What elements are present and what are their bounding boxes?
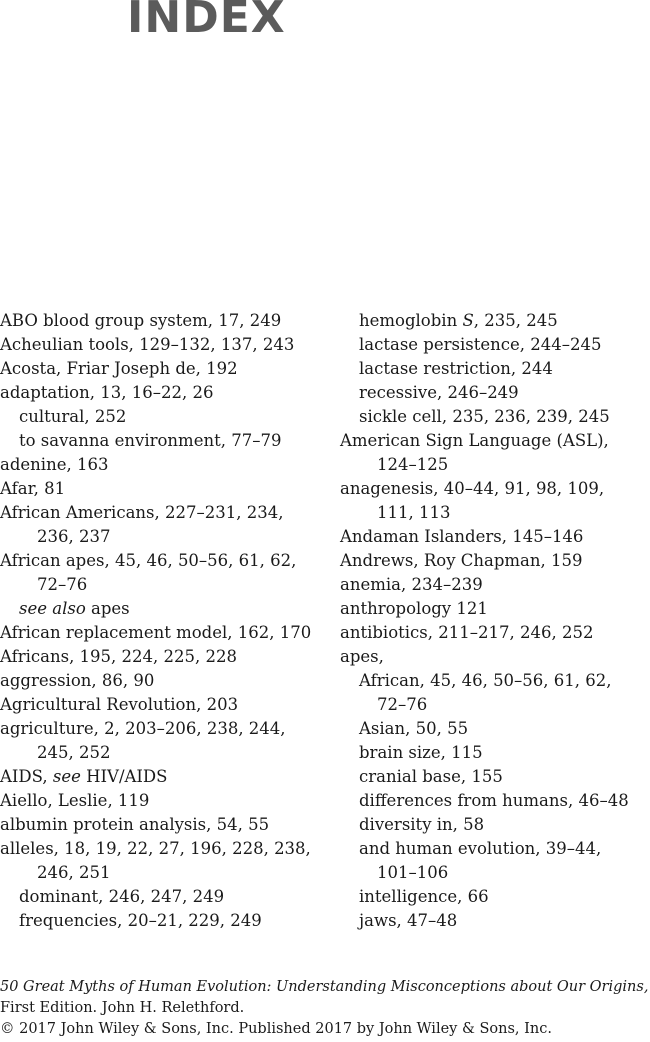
index-entry xyxy=(0,597,320,621)
entry-text: apes xyxy=(85,599,130,618)
entry-text: Andaman Islanders, 145–146 xyxy=(340,527,584,546)
entry-text: hemoglobin xyxy=(359,311,463,330)
entry-text: 246, 251 xyxy=(37,863,111,882)
index-entry xyxy=(0,357,320,381)
index-entry xyxy=(0,309,320,333)
entry-text: diversity in, 58 xyxy=(359,815,485,834)
entry-text: intelligence, 66 xyxy=(359,887,489,906)
entry-text: antibiotics, 211–217, 246, 252 xyxy=(340,623,594,642)
entry-text: frequencies, 20–21, 229, 249 xyxy=(19,911,262,930)
index-entry xyxy=(0,429,320,453)
footer-book-title: 50 Great Myths of Human Evolution: Understanding Misconceptions about Our Origins, xyxy=(0,979,649,995)
index-entry xyxy=(340,309,640,333)
entry-text: Africans, 195, 224, 225, 228 xyxy=(0,647,238,666)
index-column-left xyxy=(0,309,320,933)
index-entry xyxy=(0,621,320,645)
entry-text: apes, xyxy=(340,647,384,666)
entry-text: anthropology 121 xyxy=(340,599,488,618)
entry-text: Aiello, Leslie, 119 xyxy=(0,791,150,810)
index-entry xyxy=(340,717,640,741)
entry-text: adenine, 163 xyxy=(0,455,109,474)
entry-text-tail: , 235, 245 xyxy=(473,311,558,330)
entry-text: to savanna environment, 77–79 xyxy=(19,431,282,450)
index-entry xyxy=(340,789,640,813)
entry-text: albumin protein analysis, 54, 55 xyxy=(0,815,270,834)
index-entry xyxy=(340,333,640,357)
index-entry xyxy=(340,549,640,573)
entry-text: Afar, 81 xyxy=(0,479,66,498)
page-title: INDEX xyxy=(127,0,286,43)
entry-text: Andrews, Roy Chapman, 159 xyxy=(340,551,583,570)
entry-text: 236, 237 xyxy=(37,527,111,546)
index-entry xyxy=(0,885,320,909)
index-entry xyxy=(0,453,320,477)
index-entry xyxy=(340,909,640,933)
index-entry xyxy=(0,333,320,357)
entry-text: lactase persistence, 244–245 xyxy=(359,335,602,354)
entry-text: ABO blood group system, 17, 249 xyxy=(0,311,282,330)
index-entry xyxy=(340,573,640,597)
index-entry xyxy=(0,477,320,501)
entry-text: cranial base, 155 xyxy=(359,767,503,786)
index-entry xyxy=(0,741,320,765)
index-column-right xyxy=(340,309,640,933)
index-entry xyxy=(340,525,640,549)
entry-text: dominant, 246, 247, 249 xyxy=(19,887,225,906)
index-entry xyxy=(340,597,640,621)
entry-text: anemia, 234–239 xyxy=(340,575,483,594)
entry-text: Acosta, Friar Joseph de, 192 xyxy=(0,359,238,378)
entry-text: Agricultural Revolution, 203 xyxy=(0,695,239,714)
entry-text: sickle cell, 235, 236, 239, 245 xyxy=(359,407,610,426)
index-entry xyxy=(0,669,320,693)
index-entry xyxy=(340,669,640,693)
entry-text: and human evolution, 39–44, xyxy=(359,839,602,858)
index-entry xyxy=(340,861,640,885)
entry-text: AIDS, xyxy=(0,767,53,786)
entry-text: African replacement model, 162, 170 xyxy=(0,623,312,642)
entry-text: 72–76 xyxy=(37,575,88,594)
index-entry xyxy=(340,765,640,789)
index-entry xyxy=(340,621,640,645)
entry-text: 124–125 xyxy=(377,455,449,474)
index-entry xyxy=(0,405,320,429)
entry-text: 245, 252 xyxy=(37,743,111,762)
index-entry xyxy=(0,549,320,573)
index-entry xyxy=(340,645,640,669)
index-entry xyxy=(340,693,640,717)
index-entry xyxy=(0,645,320,669)
entry-text: aggression, 86, 90 xyxy=(0,671,155,690)
footer xyxy=(0,977,650,1040)
index-entry xyxy=(0,693,320,717)
entry-text: adaptation, 13, 16–22, 26 xyxy=(0,383,214,402)
entry-text: anagenesis, 40–44, 91, 98, 109, xyxy=(340,479,605,498)
index-entry xyxy=(0,573,320,597)
index-entry xyxy=(340,357,640,381)
entry-text: African Americans, 227–231, 234, xyxy=(0,503,284,522)
index-entry xyxy=(340,405,640,429)
entry-italic: see also xyxy=(19,599,86,618)
index-entry xyxy=(340,501,640,525)
entry-text: cultural, 252 xyxy=(19,407,127,426)
index-entry xyxy=(0,861,320,885)
entry-text: agriculture, 2, 203–206, 238, 244, xyxy=(0,719,286,738)
entry-text: lactase restriction, 244 xyxy=(359,359,553,378)
index-entry xyxy=(0,525,320,549)
entry-text: 111, 113 xyxy=(377,503,451,522)
entry-text-tail: HIV/AIDS xyxy=(80,767,168,786)
entry-text: jaws, 47–48 xyxy=(359,911,458,930)
entry-text: American Sign Language (ASL), xyxy=(340,431,609,450)
index-entry xyxy=(0,837,320,861)
index-entry xyxy=(340,813,640,837)
index-entry xyxy=(340,429,640,453)
entry-text: brain size, 115 xyxy=(359,743,483,762)
entry-text: African apes, 45, 46, 50–56, 61, 62, xyxy=(0,551,297,570)
index-entry xyxy=(0,717,320,741)
index-entry xyxy=(340,477,640,501)
index-entry xyxy=(0,501,320,525)
entry-text: Asian, 50, 55 xyxy=(359,719,469,738)
index-entry xyxy=(340,453,640,477)
entry-text: recessive, 246–249 xyxy=(359,383,519,402)
entry-text: 101–106 xyxy=(377,863,449,882)
entry-italic: see xyxy=(52,767,81,786)
entry-italic: S xyxy=(462,311,474,330)
index-entry xyxy=(340,381,640,405)
entry-text: alleles, 18, 19, 22, 27, 196, 228, 238, xyxy=(0,839,311,858)
entry-text: 72–76 xyxy=(377,695,428,714)
index-entry xyxy=(0,765,320,789)
index-entry xyxy=(340,741,640,765)
entry-text: African, 45, 46, 50–56, 61, 62, xyxy=(359,671,612,690)
index-entry xyxy=(340,837,640,861)
entry-text: Acheulian tools, 129–132, 137, 243 xyxy=(0,335,295,354)
index-entry xyxy=(340,885,640,909)
index-entry xyxy=(0,789,320,813)
index-entry xyxy=(0,813,320,837)
index-entry xyxy=(0,381,320,405)
footer-copyright: © 2017 John Wiley & Sons, Inc. Published 2017 by John Wiley & Sons, Inc. xyxy=(0,1021,552,1037)
entry-text: differences from humans, 46–48 xyxy=(359,791,629,810)
footer-edition: First Edition. John H. Relethford. xyxy=(0,1000,245,1016)
index-entry xyxy=(0,909,320,933)
